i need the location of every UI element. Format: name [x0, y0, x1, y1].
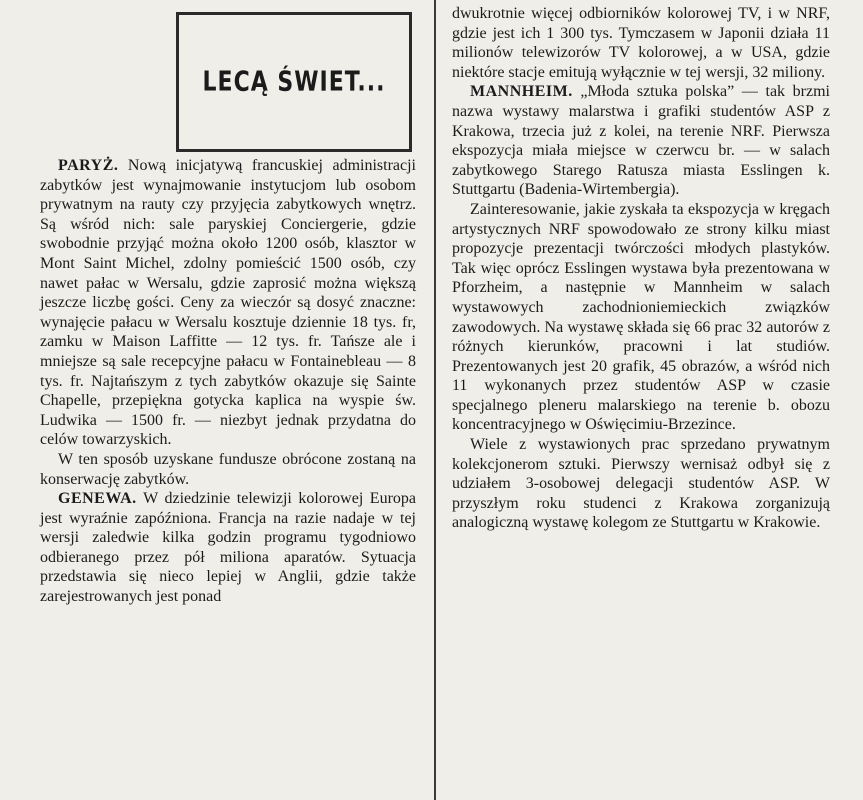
dateline-paris: PARYŻ.: [58, 157, 119, 174]
paragraph-text-part1: W dziedzinie telewizji kolorowej Europa jest wyraźnie zapóźniona. Francja na razie nadaje w tej wersji zaledwie kilka godzin programu tygodniowo odbieranego przez pół miliona aparatów. Sytuacja przedstawia się nieco lepiej w Anglii, gdzie także zarejestrowanych jest ponad: [40, 490, 416, 606]
right-column: [452, 4, 830, 533]
paragraph-text: Zainteresowanie, jakie zyskała ta ekspozycja w kręgach artystycznych NRF spowodowało ze strony kilku miast propozycje prezentacji twórczości młodych plastyków. Tak więc oprócz Esslingen wystawa była prezentowana w Pforzheim, a następnie w Mannheim w salach wystawowych zachodnioniemieckich związków zawodowych. Na wystawę składa się 66 prac 32 autorów z różnych kierunków, pracowni i lat studiów. Prezentowanych jest 20 grafik, 45 obrazów, a wśród nich 11 wykonanych przez studentów ASP w czasie specjalnego pleneru malarskiego na terenie b. obozu koncentracyjnego w Oświęcimiu-Brzezince.: [452, 200, 830, 434]
paragraph-interest: [452, 200, 830, 435]
left-column: [40, 156, 416, 607]
paragraph-sales: [452, 435, 830, 533]
paragraph-geneva-part1: [40, 489, 416, 607]
dateline-geneva: GENEWA.: [58, 490, 137, 508]
paragraph-funds: [40, 450, 416, 489]
paragraph-text: W ten sposób uzyskane fundusze obrócone zostaną na konserwację zabytków.: [40, 450, 416, 488]
headline-box: [176, 12, 412, 152]
paragraph-text: Nową inicjatywą francuskiej administracji zabytków jest wynajmowanie instytucjom lub osobom prywatnym na rauty czy przyjęcia zabytkowych wnętrz. Są wśród nich: sale paryskiej Conciergerie, gdzie swobodnie przyjąć można około 1200 osób, klasztor w Mont Saint Michel, zdolny pomieścić 1500 osób, czy nawet pałac w Wersalu, gdzie zaprosić można większą jeszcze liczbę gości. Ceny za wieczór są dosyć znaczne: wynajęcie pałacu w Wersalu kosztuje dziennie 18 tys. fr, zamku w Maison Laffitte — 12 tys. fr. Tańsze ale i mniejsze są sale recepcyjne pałacu w Fontainebleau — 8 tys. fr. Najtańszym z tych zabytków okazuje się Sainte Chapelle, przepiękna gotycka kaplica na wyspie św. Ludwika — 1500 fr. — niezbyt jednak przydatna do celów towarzyskich.: [40, 157, 416, 449]
column-divider: [434, 0, 436, 800]
paragraph-paris: [40, 156, 416, 450]
paragraph-text: Wiele z wystawionych prac sprzedano prywatnym kolekcjonerom sztuki. Pierwszy wernisaż odbył się z udziałem 3-osobowej delegacji studentów ASP. W przyszłym roku studenci z Krakowa zorganizują analogiczną wystawę kolegom ze Stuttgartu w Krakowie.: [452, 436, 830, 532]
paragraph-geneva-part2: dwukrotnie więcej odbiorników kolorowej TV, i w NRF, gdzie jest ich 1 300 tys. Tymczasem w Japonii działa 11 milionów telewizorów TV kolorowej, a w USA, gdzie niektóre stacje emitują wyłącznie w tej wersji, 32 miliony.: [452, 5, 830, 81]
headline: LECĄ ŚWIET...: [202, 66, 386, 98]
paragraph-mannheim: [452, 82, 830, 200]
dateline-mannheim: MANNHEIM.: [470, 83, 573, 101]
paragraph-text: „Młoda sztuka polska” — tak brzmi nazwa wystawy malarstwa i grafiki studentów ASP z Krakowa, trzecia już z kolei, na terenie NRF. Pierwsza ekspozycja miała miejsce w czerwcu br. — w salach zabytkowego Starego Ratusza miasta Esslingen k. Stuttgartu (Badenia-Wirtembergia).: [452, 83, 830, 199]
